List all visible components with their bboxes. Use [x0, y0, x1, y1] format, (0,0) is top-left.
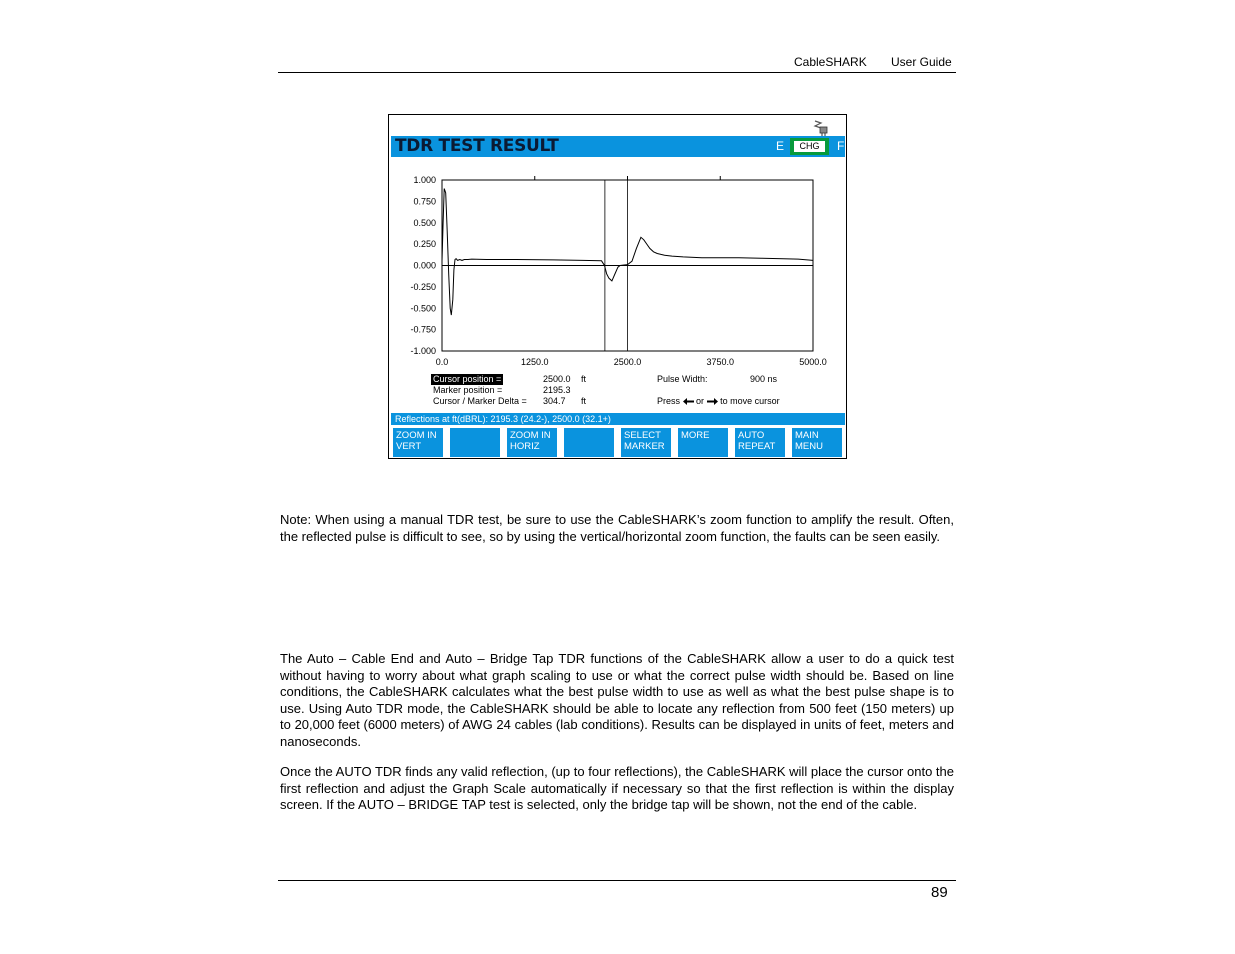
- y-tick-label: 0.000: [413, 260, 436, 271]
- delta-unit: ft: [581, 396, 587, 406]
- reflections-status-bar: [391, 413, 845, 425]
- y-tick-label: -0.500: [410, 303, 436, 314]
- arrow-right-icon: [707, 398, 718, 405]
- auto-repeat-button[interactable]: [735, 428, 785, 457]
- x-tick-label: 1250.0: [520, 357, 549, 367]
- delta-label: Cursor / Marker Delta =: [433, 396, 527, 406]
- select-marker-button[interactable]: [621, 428, 671, 457]
- marker-position-value: 2195.3: [543, 385, 571, 395]
- softkey-blank-4[interactable]: [564, 428, 614, 457]
- main-menu-button[interactable]: [792, 428, 842, 457]
- softkey-label: ZOOM IN HORIZ: [510, 430, 551, 452]
- power-plug-icon: [813, 119, 829, 137]
- footer-rule: [278, 880, 956, 881]
- softkey-label: [450, 428, 500, 430]
- auto-tdr-paragraph-2: Once the AUTO TDR finds any valid reflection, (up to four reflections), the CableSHARK will place the cursor onto the first reflection and adjust the Graph Scale automatically if necessary so that the first reflection is within the display screen. If the AUTO – BRIDGE TAP test is selected, only the bridge tap will be shown, not the end of the cable.: [280, 764, 954, 812]
- auto-tdr-paragraph: The Auto – Cable End and Auto – Bridge Tap TDR functions of the CableSHARK allow a user to do a quick test without having to worry about what graph scaling to use or what the correct pulse width should be. Based on line conditions, the CableSHARK calculates what the best pulse width to use as well as what the best pulse shape is to use. Using Auto TDR mode, the CableSHARK should be able to locate any reflection from 500 feet (150 meters) up to 20,000 feet (6000 meters) of AWG 24 cables (lab conditions). Results can be displayed in units of feet, meters and nanoseconds.: [280, 651, 954, 749]
- y-tick-label: 0.500: [413, 217, 436, 228]
- charge-indicator: [790, 138, 829, 155]
- header-doc-title: User Guide: [891, 55, 952, 69]
- header-product: CableSHARK: [794, 55, 867, 69]
- y-tick-label: 0.250: [413, 239, 436, 250]
- or-text: or: [696, 396, 705, 406]
- softkey-label: ZOOM IN VERT: [396, 430, 437, 452]
- title-bar: [391, 136, 845, 157]
- zoom-note: Note: When using a manual TDR test, be sure to use the CableSHARK’s zoom function to amplify the result. Often, the reflected pulse is difficult to see, so by using the vertical/horizontal zoom function, the faults can be seen easily.: [280, 512, 954, 544]
- header-rule: [278, 72, 956, 73]
- cursor-position-unit: ft: [581, 374, 587, 384]
- zoom-in-vert-button[interactable]: [393, 428, 443, 457]
- y-tick-label: -1.000: [410, 346, 436, 356]
- cursor-hint: [657, 396, 780, 407]
- pulse-width-value: 900 ns: [750, 374, 778, 384]
- charge-label: CHG: [794, 141, 825, 152]
- marker-position-label: Marker position =: [433, 385, 503, 395]
- move-cursor-text: to move cursor: [720, 396, 780, 406]
- x-tick-label: 5000.0: [799, 357, 827, 367]
- screen-title: TDR TEST RESULT: [395, 136, 559, 156]
- softkey-label: SELECT MARKER: [624, 430, 665, 452]
- y-tick-label: 0.750: [413, 196, 436, 207]
- softkey-label: MAIN MENU: [795, 430, 823, 452]
- softkey-blank-2[interactable]: [450, 428, 500, 457]
- softkey-label: [564, 428, 614, 430]
- zoom-in-horiz-button[interactable]: [507, 428, 557, 457]
- x-tick-label: 2500.0: [613, 357, 642, 367]
- e-label: E: [776, 139, 785, 153]
- y-tick-label: 1.000: [413, 175, 436, 185]
- tdr-chart: [389, 165, 846, 375]
- press-text: Press: [657, 396, 681, 406]
- reflections-text: Reflections at ft(dBRL): 2195.3 (24.2-), 2500.0 (32.1+): [395, 414, 611, 424]
- more-button[interactable]: [678, 428, 728, 457]
- delta-value: 304.7: [543, 396, 566, 406]
- arrow-left-icon: [683, 398, 694, 405]
- tdr-screenshot: [388, 114, 847, 459]
- y-tick-label: -0.750: [410, 324, 436, 335]
- x-tick-label: 0.0: [435, 357, 449, 367]
- f-label: F: [837, 139, 845, 153]
- softkey-label: AUTO REPEAT: [738, 430, 776, 452]
- pulse-width-label: Pulse Width:: [657, 374, 708, 384]
- x-tick-label: 3750.0: [706, 357, 735, 367]
- cursor-position-label: Cursor position =: [433, 374, 502, 384]
- cursor-position-value: 2500.0: [543, 374, 571, 384]
- page-number: 89: [931, 884, 948, 901]
- softkey-label: MORE: [681, 430, 710, 441]
- y-tick-label: -0.250: [410, 281, 436, 292]
